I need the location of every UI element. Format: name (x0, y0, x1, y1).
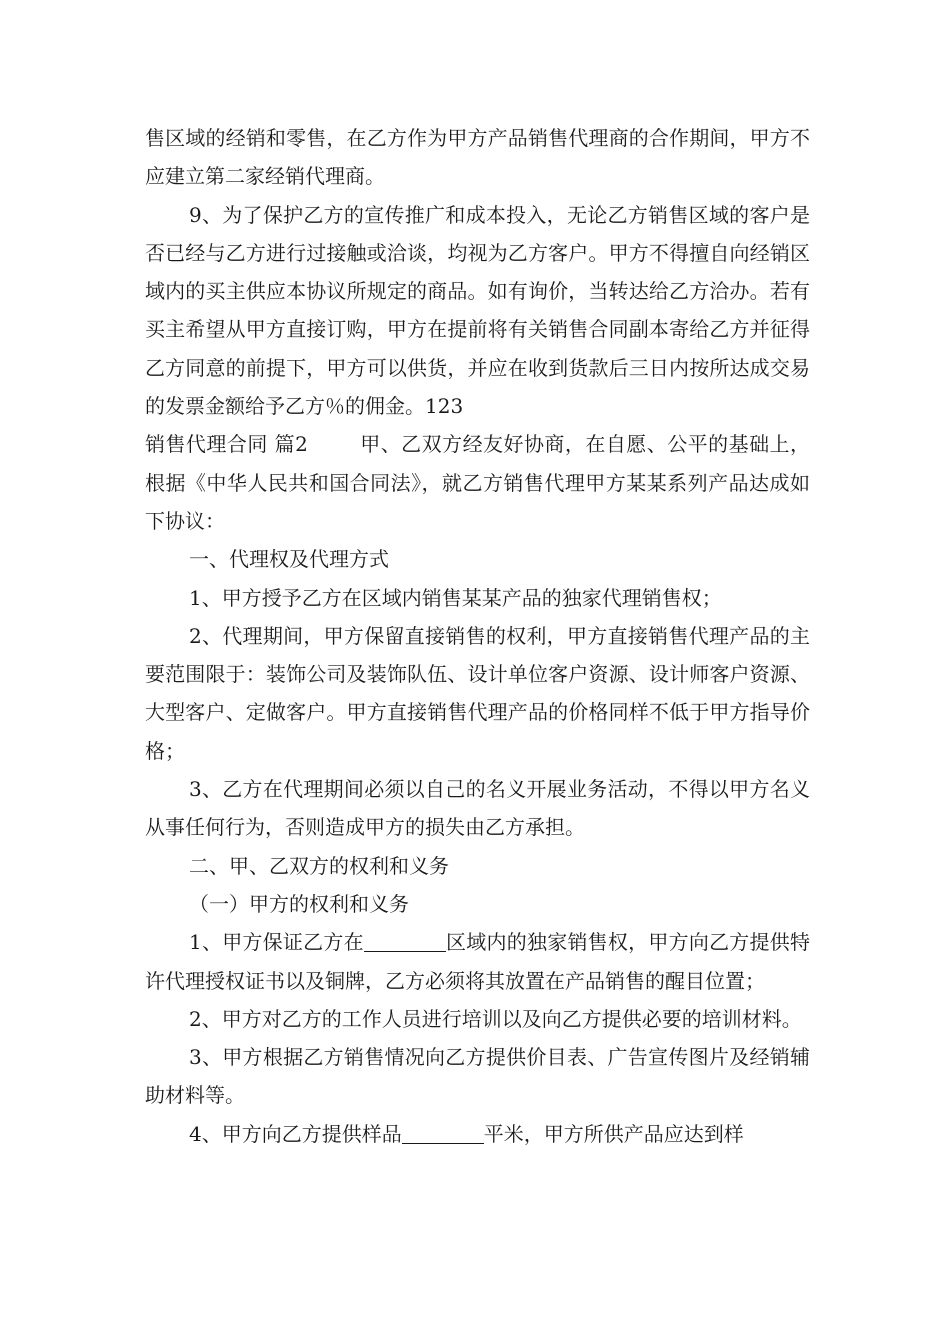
paragraph-1-3: 3、乙方在代理期间必须以自己的名义开展业务活动，不得以甲方名义从事任何行为，否则造成甲方的损失由乙方承担。 (145, 777, 810, 840)
section-heading-2: 二、甲、乙双方的权利和义务 (189, 853, 449, 878)
paragraph-1-1: 1、甲方授予乙方在区域内销售某某产品的独家代理销售权； (189, 585, 722, 610)
paragraph-a-4-start: 4、甲方向乙方提供样品 (189, 1121, 402, 1146)
paragraph-contract-2-intro (145, 425, 810, 540)
document-page (145, 119, 810, 1153)
paragraph-a-3: 3、甲方根据乙方销售情况向乙方提供价目表、广告宣传图片及经销辅助材料等。 (145, 1045, 810, 1108)
blank-sample-area-field (402, 1121, 484, 1144)
paragraph-a-1 (145, 923, 810, 1000)
paragraph-a-4-end: 平米，甲方所供产品应达到样 (483, 1121, 744, 1146)
paragraph-a-4 (145, 1115, 810, 1153)
paragraph-1: 售区域的经销和零售，在乙方作为甲方产品销售代理商的合作期间，甲方不应建立第二家经销代理商。 (145, 126, 810, 189)
subsection-heading-party-a: （一）甲方的权利和义务 (189, 891, 409, 916)
blank-region-field (364, 929, 446, 952)
section-heading-1: 一、代理权及代理方式 (189, 547, 389, 572)
paragraph-a-1-end: 区域内的独家销售权，甲方向乙方提供特许代理授权证书以及铜牌，乙方必须将其放置在产品销售的醒目位置； (145, 930, 811, 993)
paragraph-a-2: 2、甲方对乙方的工作人员进行培训以及向乙方提供必要的培训材料。 (189, 1006, 802, 1031)
contract-2-title: 销售代理合同 篇2 (145, 432, 308, 457)
paragraph-1-2: 2、代理期间，甲方保留直接销售的权利，甲方直接销售代理产品的主要范围限于：装饰公司及装饰队伍、设计单位客户资源、设计师客户资源、大型客户、定做客户。甲方直接销售代理产品的价格同样不低于甲方指导价格； (145, 623, 810, 763)
paragraph-clause-9: 9、为了保护乙方的宣传推广和成本投入，无论乙方销售区域的客户是否已经与乙方进行过接触或洽谈，均视为乙方客户。甲方不得擅自向经销区域内的买主供应本协议所规定的商品。如有询价，当转达给乙方洽办。若有买主希望从甲方直接订购，甲方在提前将有关销售合同副本寄给乙方并征得乙方同意的前提下，甲方可以供货，并应在收到货款后三日内按所达成交易的发票金额给予乙方％的佣金。123 (145, 202, 810, 419)
contract-2-intro-text: 甲、乙双方经友好协商，在自愿、公平的基础上，根据《中华人民共和国合同法》，就乙方销售代理甲方某某系列产品达成如下协议： (145, 432, 810, 533)
paragraph-a-1-start: 1、甲方保证乙方在 (189, 930, 364, 955)
